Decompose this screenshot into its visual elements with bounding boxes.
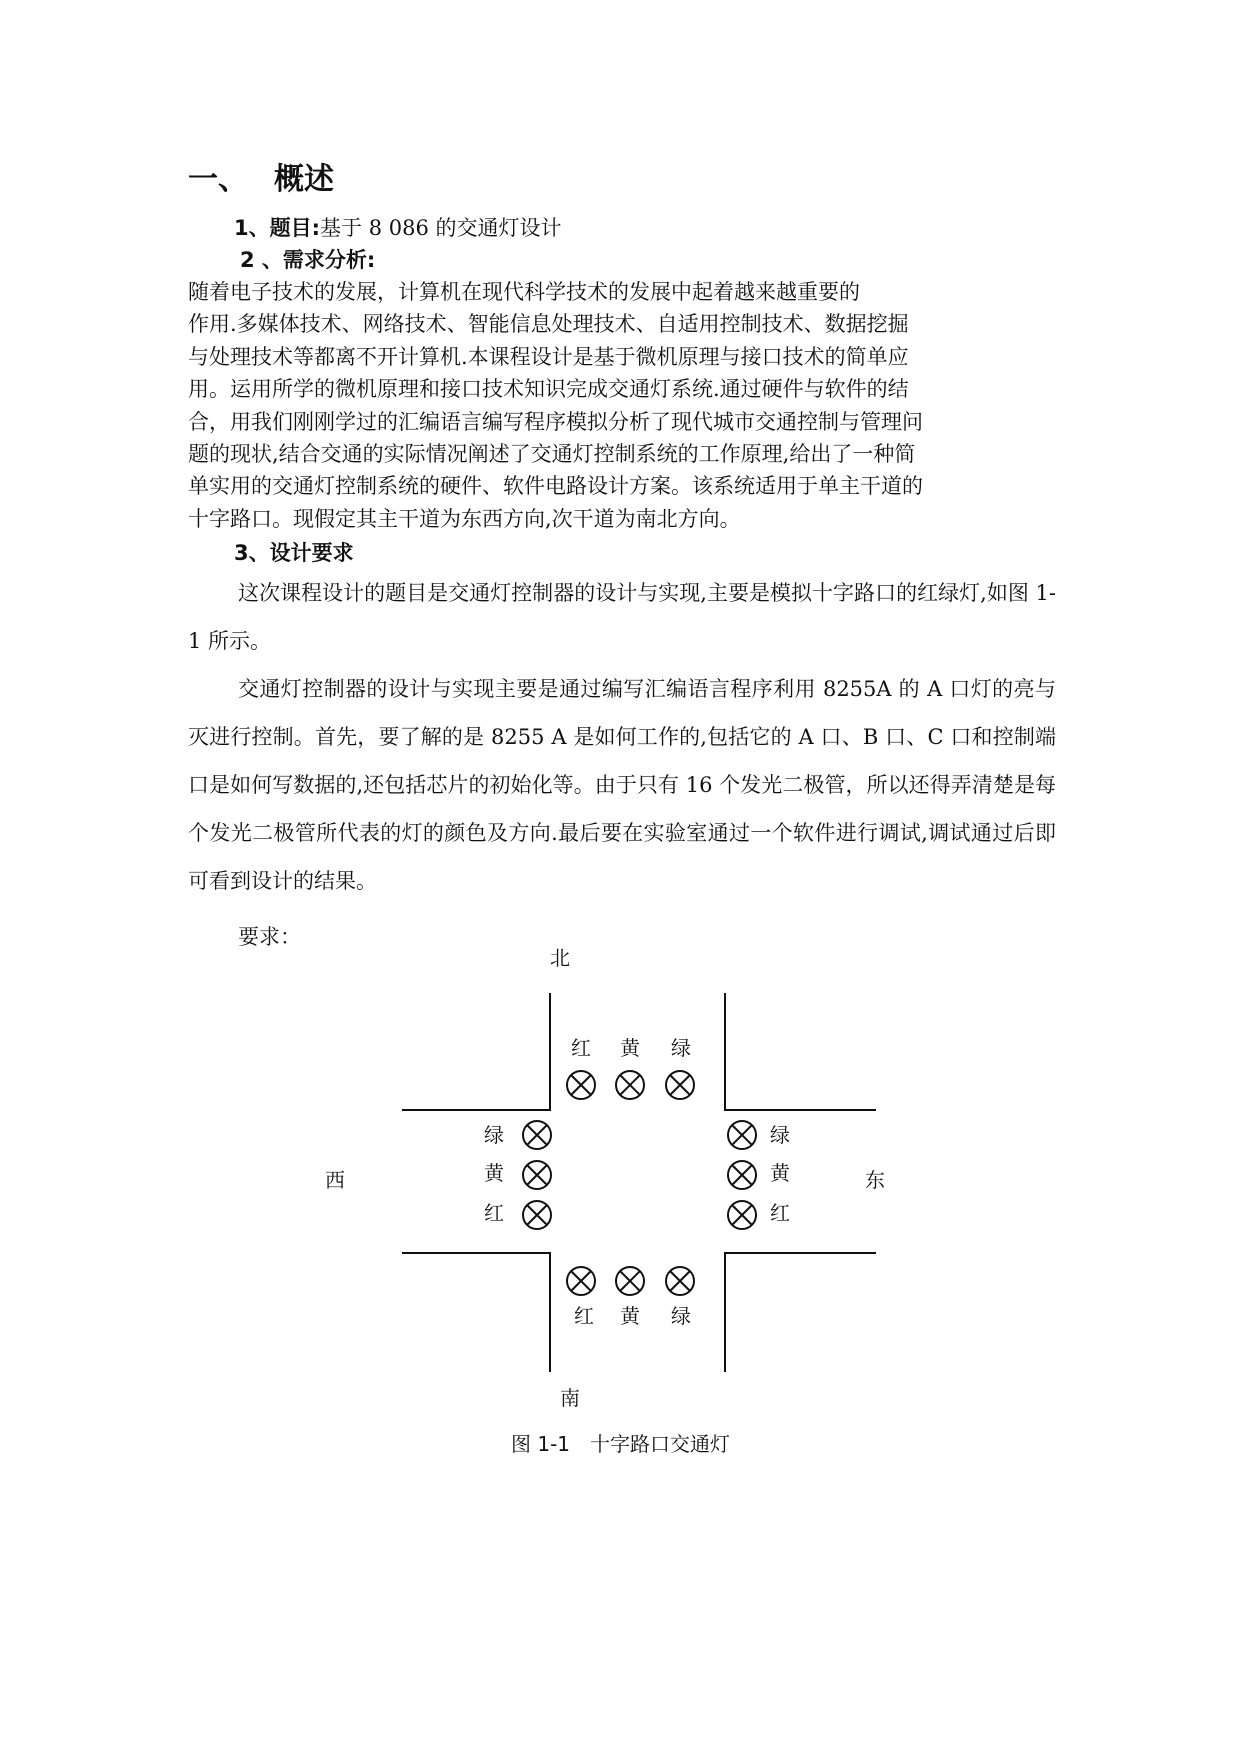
east-yellow-label: 黄 xyxy=(770,1161,790,1185)
west-green-lamp-icon xyxy=(523,1121,551,1149)
intersection-figure xyxy=(325,940,910,1410)
west-yellow-label: 黄 xyxy=(484,1161,504,1185)
caption-title: 十字路口交通灯 xyxy=(590,1432,731,1456)
analysis-line: 单实用的交通灯控制系统的硬件、软件电路设计方案。该系统适用于单主干道的 xyxy=(188,474,923,499)
road-edge-sw xyxy=(402,1253,550,1372)
south-yellow-label: 黄 xyxy=(620,1304,640,1328)
east-green-label: 绿 xyxy=(770,1123,790,1147)
west-red-lamp-icon xyxy=(523,1201,551,1229)
analysis-line: 与处理技术等都离不开计算机.本课程设计是基于微机原理与接口技术的简单应 xyxy=(188,344,909,369)
topic-line xyxy=(188,212,1056,244)
intersection-diagram xyxy=(325,940,910,1410)
section-heading xyxy=(188,160,1056,200)
requirements-paragraph-2: 交通灯控制器的设计与实现主要是通过编写汇编语言程序利用 8255A 的 A 口灯的亮与灭进行控制。首先，要了解的是 8255 A 是如何工作的,包括它的 A 口、B 口、C 口和控制端口是如何写数据的,还包括芯片的初始化等。由于只有 16 个发光二极管，所以还得弄清楚是每个发光二极管所代表的灯的颜色及方向.最后要在实验室通过一个软件进行调试,调试通过后即可看到设计的结果。 xyxy=(188,677,1056,894)
analysis-line: 十字路口。现假定其主干道为东西方向,次干道为南北方向。 xyxy=(188,506,741,531)
document-body xyxy=(188,160,1056,961)
south-label: 南 xyxy=(560,1386,580,1410)
east-red-label: 红 xyxy=(770,1201,790,1225)
east-green-lamp-icon xyxy=(728,1121,756,1149)
analysis-paragraph xyxy=(188,276,1056,535)
north-yellow-lamp-icon xyxy=(616,1071,644,1099)
south-green-lamp-icon xyxy=(666,1267,694,1295)
north-red-label: 红 xyxy=(571,1036,591,1060)
north-red-lamp-icon xyxy=(567,1071,595,1099)
east-yellow-lamp-icon xyxy=(728,1161,756,1189)
analysis-line: 合，用我们刚刚学过的汇编语言编写程序模拟分析了现代城市交通控制与管理问 xyxy=(188,409,923,434)
requirements-paragraph-1: 这次课程设计的题目是交通灯控制器的设计与实现,主要是模拟十字路口的红绿灯,如图 1-1 所示。 xyxy=(188,581,1056,654)
analysis-heading xyxy=(188,244,1056,276)
south-yellow-lamp-icon xyxy=(616,1267,644,1295)
west-yellow-lamp-icon xyxy=(523,1161,551,1189)
analysis-line: 用。运用所学的微机原理和接口技术知识完成交通灯系统.通过硬件与软件的结 xyxy=(188,377,909,402)
north-label: 北 xyxy=(550,946,570,970)
road-edge-se xyxy=(725,1253,876,1372)
figure-caption xyxy=(0,1428,1241,1457)
section-number: 一、 xyxy=(188,162,248,197)
road-edge-ne xyxy=(725,993,876,1110)
east-label: 东 xyxy=(865,1168,885,1192)
south-red-lamp-icon xyxy=(567,1267,595,1295)
analysis-line: 作用.多媒体技术、网络技术、智能信息处理技术、自适用控制技术、数据挖掘 xyxy=(188,312,909,337)
east-red-lamp-icon xyxy=(728,1201,756,1229)
analysis-line: 题的现状,结合交通的实际情况阐述了交通灯控制系统的工作原理,给出了一种简 xyxy=(188,442,916,467)
south-green-label: 绿 xyxy=(671,1304,691,1328)
caption-number: 图 1-1 xyxy=(510,1432,571,1456)
north-yellow-label: 黄 xyxy=(620,1036,640,1060)
topic-label: 1、题目: xyxy=(234,216,321,240)
road-edge-nw xyxy=(402,993,550,1110)
topic-text: 基于 8 086 的交通灯设计 xyxy=(320,216,562,240)
analysis-label: 2 、需求分析: xyxy=(240,248,376,272)
requirements-label: 3、设计要求 xyxy=(234,541,354,566)
south-red-label: 红 xyxy=(574,1304,594,1328)
north-green-lamp-icon xyxy=(666,1071,694,1099)
requirements-label-text: 要求： xyxy=(238,925,301,950)
section-title: 概述 xyxy=(274,162,334,197)
west-red-label: 红 xyxy=(484,1201,504,1225)
north-green-label: 绿 xyxy=(671,1036,691,1060)
west-label: 西 xyxy=(325,1168,345,1192)
analysis-line: 随着电子技术的发展，计算机在现代科学技术的发展中起着越来越重要的 xyxy=(188,280,860,304)
west-green-label: 绿 xyxy=(484,1123,504,1147)
requirements-heading xyxy=(188,537,1056,569)
